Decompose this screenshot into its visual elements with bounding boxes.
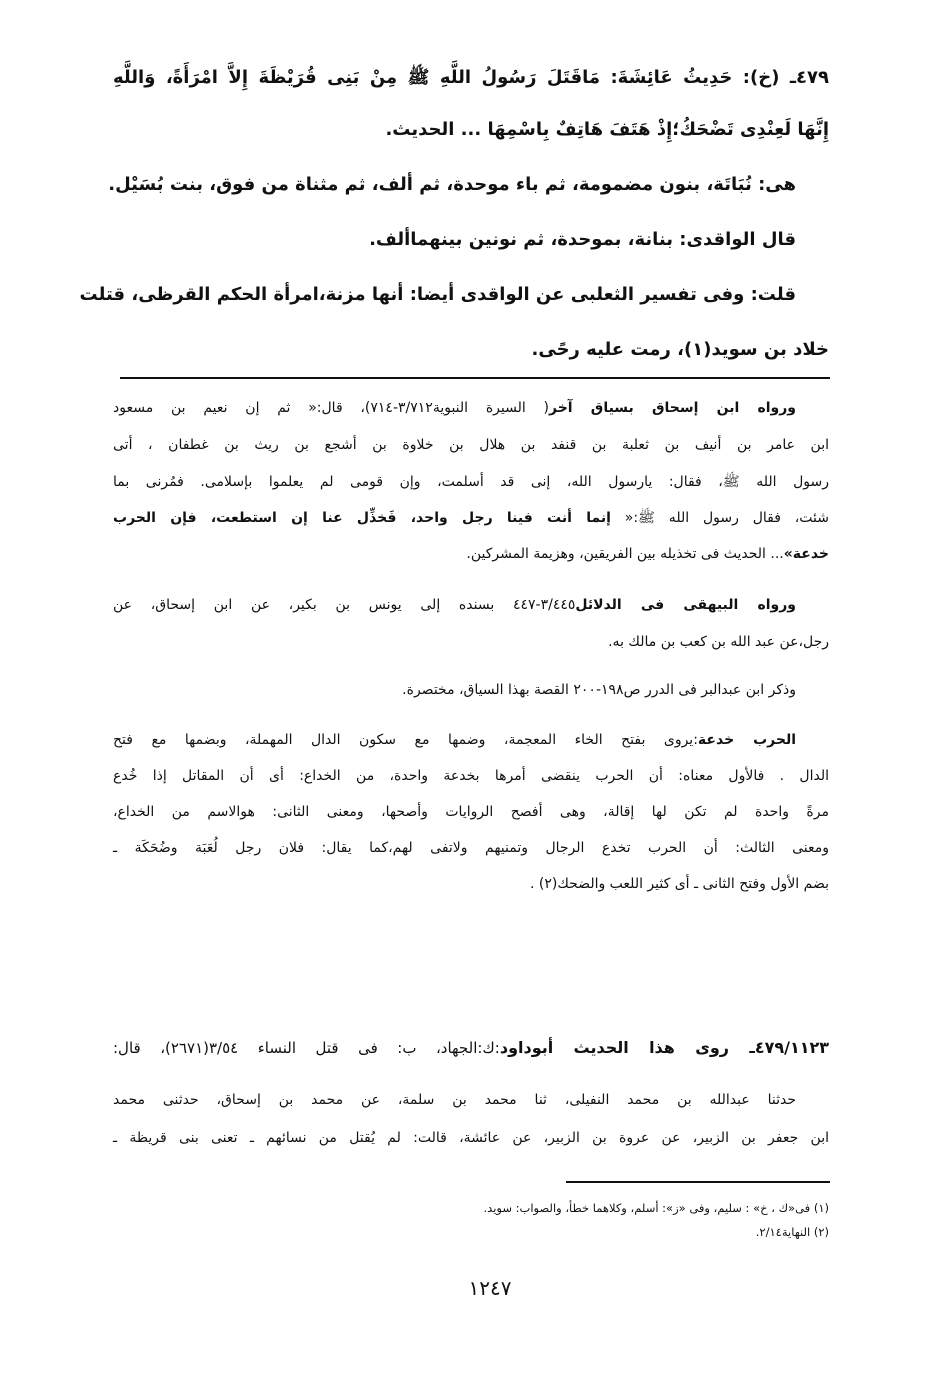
- hadith-text: قلت: وفى تفسير الثعلبى عن الواقدى أيضا: أنها مزنة،امرأة الحكم القرظى، قتلت: [79, 284, 796, 305]
- bold-text: خدعة»: [783, 546, 829, 562]
- commentary-line: [113, 592, 796, 618]
- commentary-text: :يروى بفتح الخاء المعجمة، وضمها مع سكون الدال المهملة، وبضمها مع فتح: [113, 732, 698, 748]
- commentary-text: ( السيرة النبوية٣/٧١٢-٧١٤)، قال:« ثم إن نعيم بن مسعود: [113, 400, 549, 416]
- takhrij-line: [113, 1034, 829, 1062]
- hadith-line: [113, 63, 829, 93]
- takhrij-text: :ك:الجهاد، ب: فى قتل النساء ٣/٥٤(٢٦٧١)، قال:: [113, 1039, 500, 1057]
- section-divider: [120, 377, 830, 379]
- commentary-text: الدال . فالأول معناه: أن الحرب ينقضى أمرها بخدعة واحدة، من الخداع: أى أن المقاتل إذا خُدع: [113, 768, 829, 784]
- commentary-text: شئت، فقال رسول الله ﷺ:«: [610, 510, 830, 526]
- hadith-text: هى: نُبَاتَة، بنون مضمومة، ثم باء موحدة، ثم ألف، ثم مثناة من فوق، بنت بُسَيْل.: [108, 174, 796, 195]
- hadith-text: ٤٧٩ـ (خ): حَدِيثُ عَائِشَةَ: مَاقَتَلَ رَسُولُ اللَّهِ ﷺ مِنْ بَنِى قُرَيْظَةَ إِلاَّ امْرَأَةً، وَاللَّهِ: [113, 67, 829, 88]
- commentary-line: [113, 835, 829, 861]
- commentary-text: مرةً واحدة لم تكن لها إقالة، وهى أفصح الروايات وأصحها، ومعنى الثانى: هوالاسم من الخداع،: [113, 804, 829, 820]
- commentary-text: بضم الأول وفتح الثانى ـ أى كثير اللعب والضحك(٢) .: [529, 876, 829, 892]
- commentary-line: [113, 677, 796, 703]
- commentary-line: [113, 395, 796, 421]
- commentary-line: [113, 871, 829, 897]
- commentary-line: [113, 763, 829, 789]
- bold-text: الحرب خدعة: [697, 732, 796, 748]
- bold-text: ٤٧٩/١١٢٣ـ روى هذا الحديث أبوداود: [499, 1038, 830, 1057]
- commentary-text: رسول الله ﷺ، فقال: يارسول الله، إنى قد أسلمت، وإن قومى لم يعلموا بإسلامى. فمُرنى بما: [113, 474, 829, 490]
- commentary-text: ابن عامر بن أنيف بن ثعلبة بن قنفد بن هلال بن خلاوة بن أشجع بن ريث بن غطفان ، أتى: [113, 437, 829, 453]
- commentary-text: وذكر ابن عبدالبر فى الدرر ص١٩٨-٢٠٠ القصة بهذا السياق، مختصرة.: [402, 682, 796, 698]
- commentary-text: ٣/٤٤٥-٤٤٧ بسنده إلى يونس بن بكير، عن ابن إسحاق، عن: [113, 597, 576, 613]
- commentary-line: [113, 727, 796, 753]
- hadith-line: [108, 170, 796, 200]
- hadith-line: [79, 280, 796, 310]
- footnote-1: (١) فى«ك ، خ» : سليم، وفى «ز»: أسلم، وكلاهما خطأ، والصواب: سويد.: [483, 1201, 829, 1215]
- takhrij-line: [113, 1125, 829, 1151]
- takhrij-line: [113, 1087, 796, 1113]
- commentary-text: ... الحديث فى تخذيله بين الفريقين، وهزيمة المشركين.: [466, 546, 784, 562]
- commentary-line: [113, 469, 829, 495]
- footnote-divider: [566, 1181, 830, 1183]
- commentary-text: ومعنى الثالث: أن الحرب تخدع الرجال وتمنيهم ولاتفى لهم،كما يقال: فلان رجل لُعَبَة وضُحَكَة ـ: [113, 840, 829, 856]
- bold-text: ورواه البيهقى فى الدلائل: [575, 597, 796, 613]
- hadith-text: قال الواقدى: بنانة، بموحدة، ثم نونين بينهماألف.: [369, 229, 796, 250]
- commentary-line: [113, 432, 829, 458]
- takhrij-text: حدثنا عبدالله بن محمد النفيلى، ثنا محمد بن سلمة، عن محمد بن إسحاق، حدثنى محمد: [113, 1092, 796, 1108]
- commentary-line: [113, 799, 829, 825]
- hadith-text: خلاد بن سويد(١)، رمت عليه رحًى.: [531, 339, 829, 360]
- bold-text: ورواه ابن إسحاق بسياق آخر: [549, 400, 796, 416]
- takhrij-text: ابن جعفر بن الزبير، عن عروة بن الزبير، عن عائشة، قالت: لم يُقتل من نسائهم ـ تعنى بنى قريظة ـ: [113, 1130, 829, 1146]
- hadith-line: [113, 335, 829, 365]
- commentary-line: [113, 541, 829, 567]
- hadith-text: إِنَّهَا لَعِنْدِى تَضْحَكُ؛إِذْ هَتَفَ هَاتِفٌ بِاسْمِهَا ... الحديث.: [385, 119, 829, 140]
- commentary-text: رجل،عن عبد الله بن كعب بن مالك به.: [608, 634, 829, 650]
- page-number: ١٢٤٧: [468, 1276, 512, 1300]
- footnote-2: (٢) النهاية٢/١٤.: [755, 1225, 829, 1239]
- hadith-line: [113, 225, 796, 255]
- hadith-line: [113, 115, 829, 145]
- bold-text: إنما أنت فينا رجل واحد، فَخذِّل عنا إن استطعت، فإن الحرب: [113, 510, 611, 526]
- commentary-line: [113, 505, 829, 531]
- commentary-line: [113, 629, 829, 655]
